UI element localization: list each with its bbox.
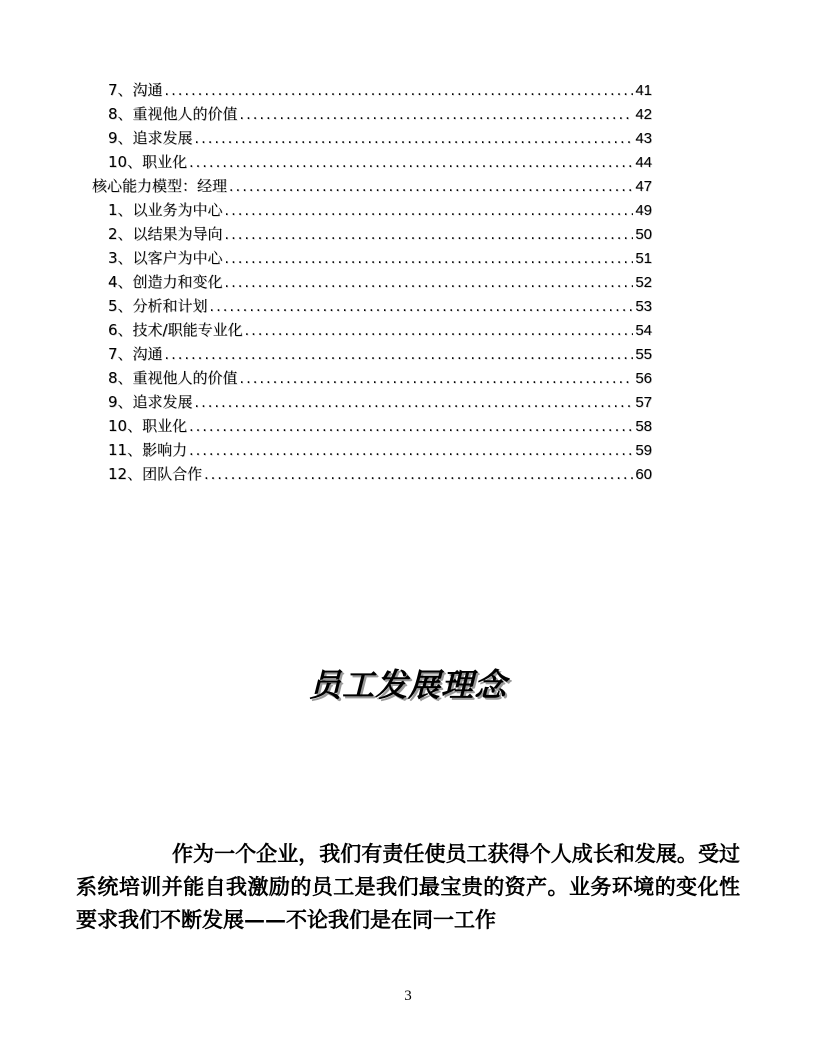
toc-entry-label: 7、沟通 xyxy=(108,345,163,363)
toc-entry[interactable] xyxy=(108,222,652,246)
toc-entry-label: 8、重视他人的价值 xyxy=(108,105,238,123)
toc-leader-dots xyxy=(195,391,634,415)
toc-leader-dots xyxy=(229,175,633,199)
toc-entry-page: 42 xyxy=(635,106,652,123)
toc-entry-label: 10、职业化 xyxy=(108,153,188,171)
toc-leader-dots xyxy=(225,199,634,223)
toc-leader-dots xyxy=(210,295,634,319)
toc-entry[interactable] xyxy=(108,198,652,222)
toc-entry-label: 核心能力模型：经理 xyxy=(92,177,228,195)
toc-entry-label: 4、创造力和变化 xyxy=(108,273,223,291)
toc-entry[interactable] xyxy=(108,78,652,102)
toc-entry[interactable] xyxy=(108,342,652,366)
toc-entry[interactable] xyxy=(108,294,652,318)
toc-entry-label: 12、团队合作 xyxy=(108,465,203,483)
toc-entry[interactable] xyxy=(92,174,652,198)
toc-entry[interactable] xyxy=(108,462,652,486)
toc-entry-label: 7、沟通 xyxy=(108,81,163,99)
toc-leader-dots xyxy=(195,127,634,151)
body-paragraph: 作为一个企业，我们有责任使员工获得个人成长和发展。受过系统培训并能自我激励的员工是我们最宝贵的资产。业务环境的变化性要求我们不断发展——不论我们是在同一工作 xyxy=(76,841,740,932)
page-number: 3 xyxy=(404,988,412,1004)
toc-entry-page: 47 xyxy=(635,178,652,195)
toc-entry-page: 57 xyxy=(635,394,652,411)
toc-entry-page: 41 xyxy=(635,82,652,99)
toc-entry-page: 49 xyxy=(635,202,652,219)
toc-entry-label: 2、以结果为导向 xyxy=(108,225,223,243)
toc-leader-dots xyxy=(225,271,634,295)
toc-entry[interactable] xyxy=(108,318,652,342)
toc-leader-dots xyxy=(165,79,634,103)
toc-entry-page: 50 xyxy=(635,226,652,243)
toc-leader-dots xyxy=(189,415,633,439)
toc-entry-page: 56 xyxy=(635,370,652,387)
toc-entry-label: 5、分析和计划 xyxy=(108,297,208,315)
toc-entry-page: 52 xyxy=(635,274,652,291)
toc-entry[interactable] xyxy=(108,246,652,270)
toc-entry-page: 54 xyxy=(635,322,652,339)
toc-entry[interactable] xyxy=(108,390,652,414)
toc-entry-page: 43 xyxy=(635,130,652,147)
toc-leader-dots xyxy=(240,103,634,127)
toc-entry-label: 11、影响力 xyxy=(108,441,188,459)
toc-leader-dots xyxy=(245,319,634,343)
toc-entry[interactable] xyxy=(108,438,652,462)
toc-entry-page: 51 xyxy=(635,250,652,267)
toc-leader-dots xyxy=(165,343,634,367)
toc-entry-page: 59 xyxy=(635,442,652,459)
toc-leader-dots xyxy=(225,247,634,271)
toc-entry-label: 8、重视他人的价值 xyxy=(108,369,238,387)
toc-leader-dots xyxy=(189,439,633,463)
toc-entry-page: 44 xyxy=(635,154,652,171)
toc-leader-dots xyxy=(189,151,633,175)
toc-entry-label: 6、技术/职能专业化 xyxy=(108,321,243,339)
toc-entry[interactable] xyxy=(108,150,652,174)
toc-entry[interactable] xyxy=(108,126,652,150)
toc-entry-label: 9、追求发展 xyxy=(108,129,193,147)
toc-leader-dots xyxy=(240,367,634,391)
toc-entry[interactable] xyxy=(108,270,652,294)
toc-entry-page: 53 xyxy=(635,298,652,315)
toc-entry-label: 3、以客户为中心 xyxy=(108,249,223,267)
toc-entry[interactable] xyxy=(108,102,652,126)
toc-entry-label: 10、职业化 xyxy=(108,417,188,435)
toc-entry[interactable] xyxy=(108,366,652,390)
toc-entry-label: 9、追求发展 xyxy=(108,393,193,411)
toc-entry-label: 1、以业务为中心 xyxy=(108,201,223,219)
toc-leader-dots xyxy=(204,463,633,487)
section-heading: 员工发展理念 xyxy=(308,666,507,704)
toc-entry-page: 58 xyxy=(635,418,652,435)
toc-leader-dots xyxy=(225,223,634,247)
toc-entry-page: 60 xyxy=(635,466,652,483)
toc-entry[interactable] xyxy=(108,414,652,438)
toc-entry-page: 55 xyxy=(635,346,652,363)
